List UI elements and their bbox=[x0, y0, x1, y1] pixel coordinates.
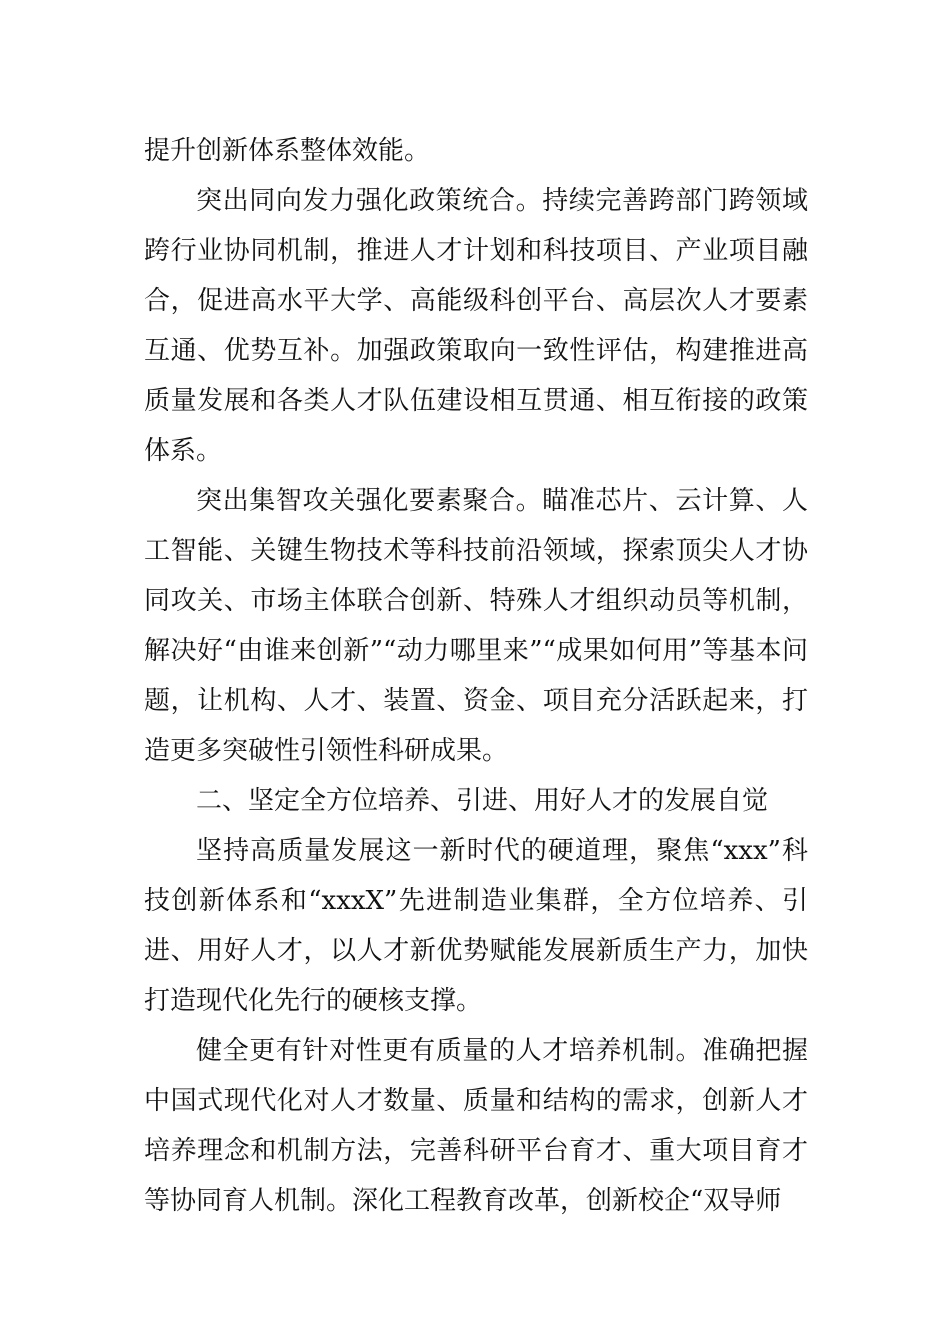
paragraph-policy-integration: 突出同向发力强化政策统合。持续完善跨部门跨领域跨行业协同机制，推进人才计划和科技项目、产业项目融合，促进高水平大学、高能级科创平台、高层次人才要素互通、优势互补。加强政策取向一致性评估，构建推进高质量发展和各类人才队伍建设相互贯通、相互衔接的政策体系。 bbox=[144, 186, 808, 466]
paragraph-factor-aggregation: 突出集智攻关强化要素聚合。瞄准芯片、云计算、人工智能、关键生物技术等科技前沿领域，探索顶尖人才协同攻关、市场主体联合创新、特殊人才组织动员等机制，解决好“由谁来创新”“动力哪里来”“成果如何用”等基本问题，让机构、人才、装置、资金、项目充分活跃起来，打造更多突破性引领性科研成果。 bbox=[144, 486, 808, 766]
paragraph-continuation: 提升创新体系整体效能。 bbox=[144, 136, 431, 166]
section-heading-two: 二、坚定全方位培养、引进、用好人才的发展自觉 bbox=[196, 786, 769, 816]
paragraph-talent-cultivation: 健全更有针对性更有质量的人才培养机制。准确把握中国式现代化对人才数量、质量和结构的需求，创新人才培养理念和机制方法，完善科研平台育才、重大项目育才等协同育人机制。深化工程教育改革，创新校企“双导师 bbox=[144, 1036, 808, 1216]
paragraph-high-quality-development: 坚持高质量发展这一新时代的硬道理，聚焦“xxx”科技创新体系和“xxxX”先进制造业集群，全方位培养、引进、用好人才，以人才新优势赋能发展新质生产力，加快打造现代化先行的硬核支撑。 bbox=[144, 836, 808, 1016]
document-body bbox=[144, 126, 808, 1226]
